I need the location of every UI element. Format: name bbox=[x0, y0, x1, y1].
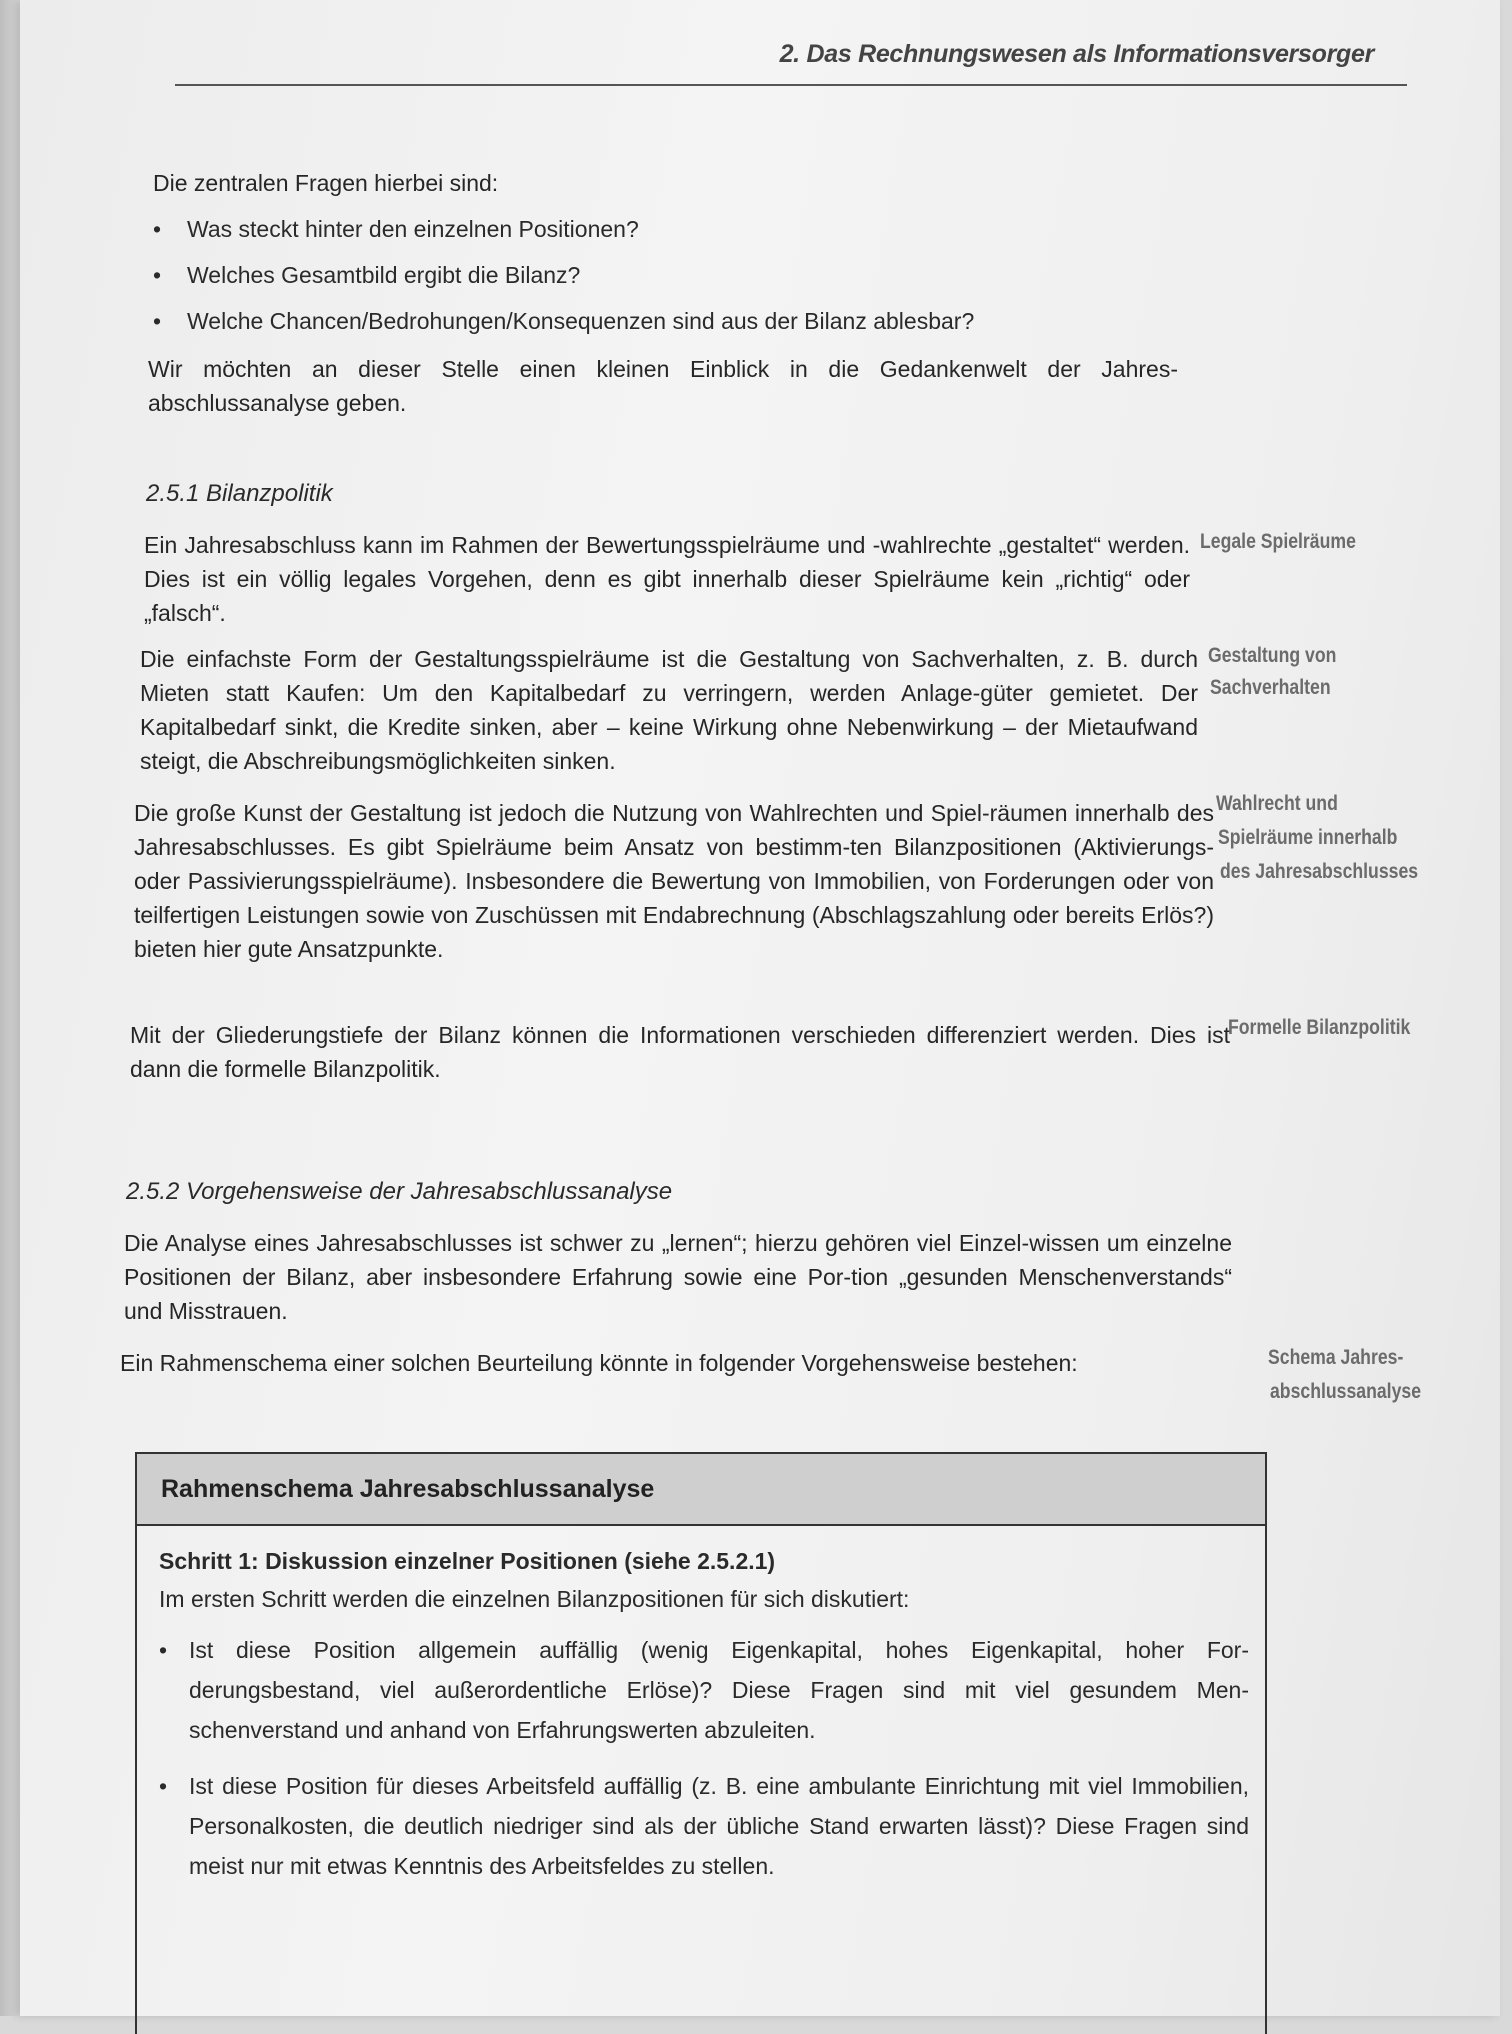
margin-note: Formelle Bilanzpolitik bbox=[1228, 1016, 1411, 1039]
margin-note: Sachverhalten bbox=[1210, 676, 1331, 699]
paragraph-design-facts: Die einfachste Form der Gestaltungsspielräume ist die Gestaltung von Sachverhalten, z. B. durch Mieten statt Kaufen: Um den Kapitalbedarf zu verringern, werden Anlage-güter gemietet. Der Kapitalbedarf sinkt, die Kredite sinken, aber – keine Wirkung ohne Nebenwirkung – der Mietaufwand steigt, die Abschreibungsmöglichkeiten sinken. bbox=[140, 646, 1198, 774]
paragraph-legal-scope: Ein Jahresabschluss kann im Rahmen der Bewertungsspielräume und -wahlrechte „gestaltet“ werden. Dies ist ein völlig legales Vorgehen, denn es gibt innerhalb dieser Spielräume kein „richtig“ oder „falsch“. bbox=[144, 532, 1190, 626]
schema-box-title: Rahmenschema Jahresabschlussanalyse bbox=[137, 1454, 1265, 1526]
intro-bullet: • Welches Gesamtbild ergibt die Bilanz? bbox=[187, 258, 1147, 292]
paragraph-options: Die große Kunst der Gestaltung ist jedoch die Nutzung von Wahlrechten und Spiel-räumen innerhalb des Jahresabschlusses. Es gibt Spielräume beim Ansatz von bestimm-ten Bilanzpositionen (Aktivierungs- oder Passivierungsspielräume). Insbesondere die Bewertung von Immobilien, von Forderungen oder von teilfertigen Leistungen sowie von Zuschüssen mit Endabrechnung (Abschlagszahlung oder bereits Erlös?) bieten hier gute Ansatzpunkte. bbox=[134, 800, 1214, 962]
schema-step-heading: Schritt 1: Diskussion einzelner Positionen (siehe 2.5.2.1) bbox=[159, 1548, 776, 1574]
margin-note: Legale Spielräume bbox=[1200, 530, 1356, 553]
intro-bullet: • Welche Chancen/Bedrohungen/Konsequenzen sind aus der Bilanz ablesbar? bbox=[187, 304, 1147, 338]
margin-note: Spielräume innerhalb bbox=[1218, 826, 1398, 849]
section-heading-2-5-2: 2.5.2 Vorgehensweise der Jahresabschlussanalyse bbox=[126, 1178, 673, 1205]
header-rule bbox=[175, 84, 1407, 86]
running-header: 2. Das Rechnungswesen als Informationsversorger bbox=[779, 40, 1374, 68]
intro-closing: Wir möchten an dieser Stelle einen kleinen Einblick in die Gedankenwelt der Jahres-abschlussanalyse geben. bbox=[148, 356, 1178, 416]
schema-bullet: • Ist diese Position allgemein auffällig (wenig Eigenkapital, hohes Eigenkapital, hoher For-derungsbestand, viel außerordentliche Erlöse)? Diese Fragen sind mit viel gesundem Men-schenverstand und anhand von Erfahrungswerten abzuleiten. bbox=[189, 1630, 1249, 1750]
paragraph-formal-policy: Mit der Gliederungstiefe der Bilanz können die Informationen verschieden differenziert werden. Dies ist dann die formelle Bilanzpolitik. bbox=[130, 1022, 1230, 1082]
paragraph-schema-intro: Ein Rahmenschema einer solchen Beurteilung könnte in folgender Vorgehensweise bestehen: bbox=[120, 1350, 1078, 1376]
margin-note: Schema Jahres- bbox=[1268, 1346, 1404, 1369]
schema-box bbox=[135, 1452, 1267, 2034]
adjacent-page-edge bbox=[0, 0, 20, 2016]
margin-note: abschlussanalyse bbox=[1270, 1380, 1422, 1403]
book-page bbox=[20, 0, 1500, 2016]
margin-note: Wahlrecht und bbox=[1216, 792, 1338, 815]
schema-bullet: • Ist diese Position für dieses Arbeitsfeld auffällig (z. B. eine ambulante Einrichtung mit viel Immobilien, Personalkosten, die deutlich niedriger sind als der übliche Stand erwarten lässt)? Diese Fragen sind meist nur mit etwas Kenntnis des Arbeitsfeldes zu stellen. bbox=[189, 1766, 1249, 1886]
margin-note: des Jahresabschlusses bbox=[1220, 860, 1419, 883]
intro-bullet: • Was steckt hinter den einzelnen Positionen? bbox=[187, 212, 1147, 246]
margin-note: Gestaltung von bbox=[1208, 644, 1337, 667]
section-heading-2-5-1: 2.5.1 Bilanzpolitik bbox=[146, 480, 333, 507]
schema-step-lead: Im ersten Schritt werden die einzelnen Bilanzpositionen für sich diskutiert: bbox=[159, 1586, 910, 1612]
intro-lead: Die zentralen Fragen hierbei sind: bbox=[153, 170, 499, 196]
paragraph-analysis: Die Analyse eines Jahresabschlusses ist schwer zu „lernen“; hierzu gehören viel Einzel-wissen um einzelne Positionen der Bilanz, aber insbesondere Erfahrung sowie eine Por-tion „gesunden Menschenverstands“ und Misstrauen. bbox=[124, 1230, 1232, 1324]
